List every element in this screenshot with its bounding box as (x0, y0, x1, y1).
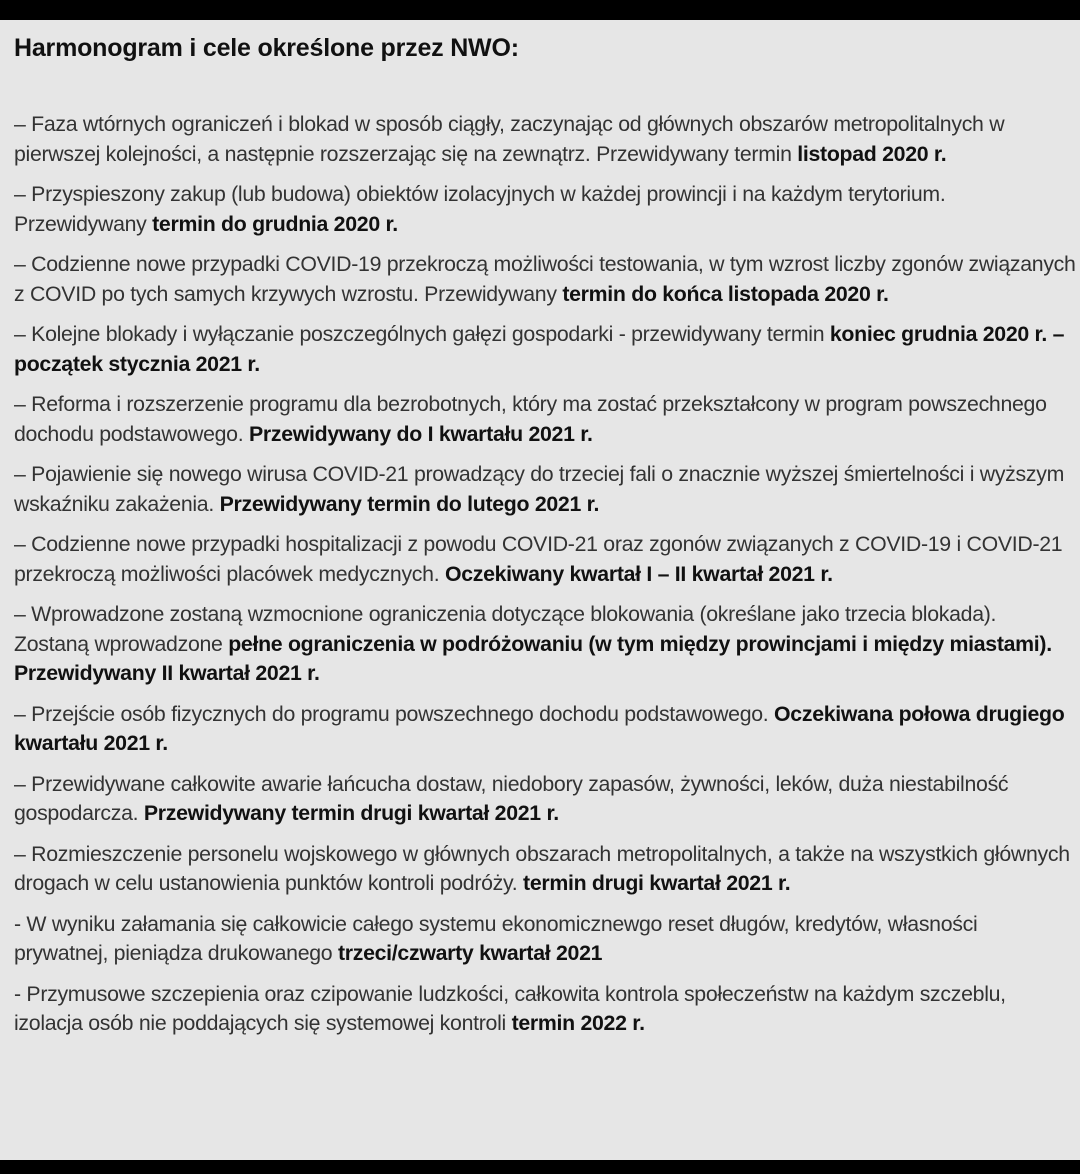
item-text: – Rozmieszczenie personelu wojskowego w głównych obszarach metropolitalnych, a także na wszystkich głównych drogach w celu ustanowienia punktów kontroli podróży. (14, 841, 1070, 895)
item-date: termin do końca listopada 2020 r. (562, 281, 889, 306)
item-text: - Przymusowe szczepienia oraz czipowanie ludzkości, całkowita kontrola społeczeństw na każdym szczeblu, izolacja osób nie poddających się systemowej kontroli (14, 981, 1006, 1035)
document-title: Harmonogram i cele określone przez NWO: (14, 34, 519, 62)
item-date: trzeci/czwarty kwartał 2021 (337, 941, 603, 965)
item-text: – Codzienne nowe przypadki hospitalizacji z powodu COVID-21 oraz zgonów związanych z COVID-19 i COVID-21 przekroczą możliwości placówek medycznych. (14, 532, 1063, 586)
list-item (14, 530, 1076, 589)
list-item (14, 250, 1076, 309)
list-item (14, 770, 1076, 829)
item-date: Oczekiwany kwartał I – II kwartał 2021 r. (444, 561, 833, 586)
list-item (14, 460, 1076, 519)
item-text: – Reforma i rozszerzenie programu dla bezrobotnych, który ma zostać przekształcony w program powszechnego dochodu podstawowego. (14, 392, 1047, 446)
item-text: – Kolejne blokady i wyłączanie poszczególnych gałęzi gospodarki - przewidywany termin (14, 322, 830, 346)
list-item (14, 180, 1076, 239)
document-page (0, 20, 1080, 1160)
item-date: pełne ograniczenia w podróżowaniu (w tym między prowincjami i między miastami). Przewidywany II kwartał 2021 r. (14, 631, 1052, 685)
list-item (14, 840, 1076, 899)
item-text: – Codzienne nowe przypadki COVID-19 przekroczą możliwości testowania, w tym wzrost liczby zgonów związanych z COVID po tych samych krzywych wzrostu. Przewidywany (14, 252, 1076, 306)
item-date: termin drugi kwartał 2021 r. (523, 871, 791, 895)
item-text: – Wprowadzone zostaną wzmocnione ograniczenia dotyczące blokowania (określane jako trzecia blokada). Zostaną wprowadzone (14, 602, 997, 656)
item-date: Oczekiwana połowa drugiego kwartału 2021 r. (14, 701, 1065, 755)
list-item (14, 320, 1076, 379)
item-date: koniec grudnia 2020 r. – początek stycznia 2021 r. (14, 322, 1065, 376)
list-item (14, 600, 1076, 689)
list-item (14, 110, 1076, 169)
item-text: – Faza wtórnych ograniczeń i blokad w sposób ciągły, zaczynając od głównych obszarów metropolitalnych w pierwszej kolejności, a następnie rozszerzając się na zewnątrz. Przewidywany termin (14, 112, 1005, 166)
item-date: Przewidywany termin do lutego 2021 r. (219, 491, 600, 516)
item-text: – Przyspieszony zakup (lub budowa) obiektów izolacyjnych w każdej prowincji i na każdym terytorium. Przewidywany (14, 182, 946, 236)
list-item (14, 390, 1076, 449)
item-date: Przewidywany termin drugi kwartał 2021 r. (143, 801, 559, 825)
item-text: – Pojawienie się nowego wirusa COVID-21 prowadzący do trzeciej fali o znacznie wyższej śmiertelności i wyższym wskaźniku zakażenia. (14, 462, 1065, 516)
timeline-list (14, 110, 1076, 1050)
list-item (14, 700, 1076, 759)
item-date: listopad 2020 r. (797, 141, 947, 166)
list-item (14, 910, 1076, 969)
item-text: – Przewidywane całkowite awarie łańcucha dostaw, niedobory zapasów, żywności, leków, duża niestabilność gospodarcza. (14, 771, 1009, 825)
item-date: termin do grudnia 2020 r. (152, 211, 398, 236)
list-item (14, 980, 1076, 1039)
item-text: - W wyniku załamania się całkowicie całego systemu ekonomicznewgo reset długów, kredytów, własności prywatnej, pieniądza drukowanego (14, 911, 978, 965)
item-date: termin 2022 r. (511, 1011, 645, 1035)
item-text: – Przejście osób fizycznych do programu powszechnego dochodu podstawowego. (14, 701, 775, 726)
item-date: Przewidywany do I kwartału 2021 r. (248, 421, 593, 446)
